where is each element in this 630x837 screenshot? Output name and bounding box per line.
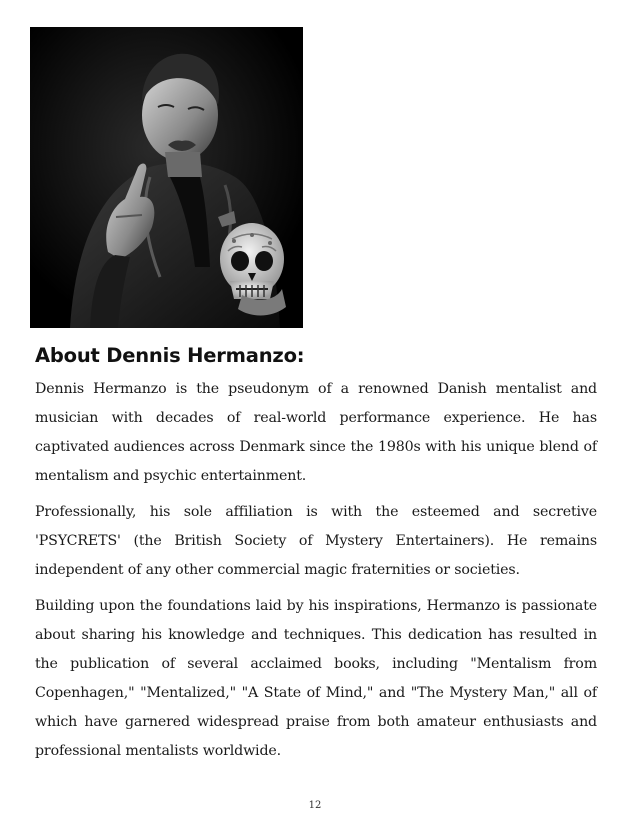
bio-text (35, 375, 597, 773)
bio-paragraph-2: Professionally, his sole affiliation is with the esteemed and secretive 'PSYCRETS' (the British Society of Mystery Entertainers). He remains independent of any other commercial magic fraternities or societies. (35, 504, 597, 578)
portrait-photo-with-skull-icon (30, 27, 303, 328)
page-number: 12 (308, 800, 322, 811)
author-photo (30, 27, 303, 328)
section-heading: About Dennis Hermanzo: (35, 344, 305, 367)
bio-paragraph-3: Building upon the foundations laid by his inspirations, Hermanzo is passionate about sharing his knowledge and techniques. This dedication has resulted in the publication of several acclaimed books, including "Mentalism from Copenhagen," "Mentalized," "A State of Mind," and "The Mystery Man," all of which have garnered widespread praise from both amateur enthusiasts and professional mentalists worldwide. (35, 598, 597, 759)
bio-paragraph-1: Dennis Hermanzo is the pseudonym of a renowned Danish mentalist and musician with decades of real-world performance experience. He has captivated audiences across Denmark since the 1980s with his unique blend of mentalism and psychic entertainment. (35, 381, 597, 484)
